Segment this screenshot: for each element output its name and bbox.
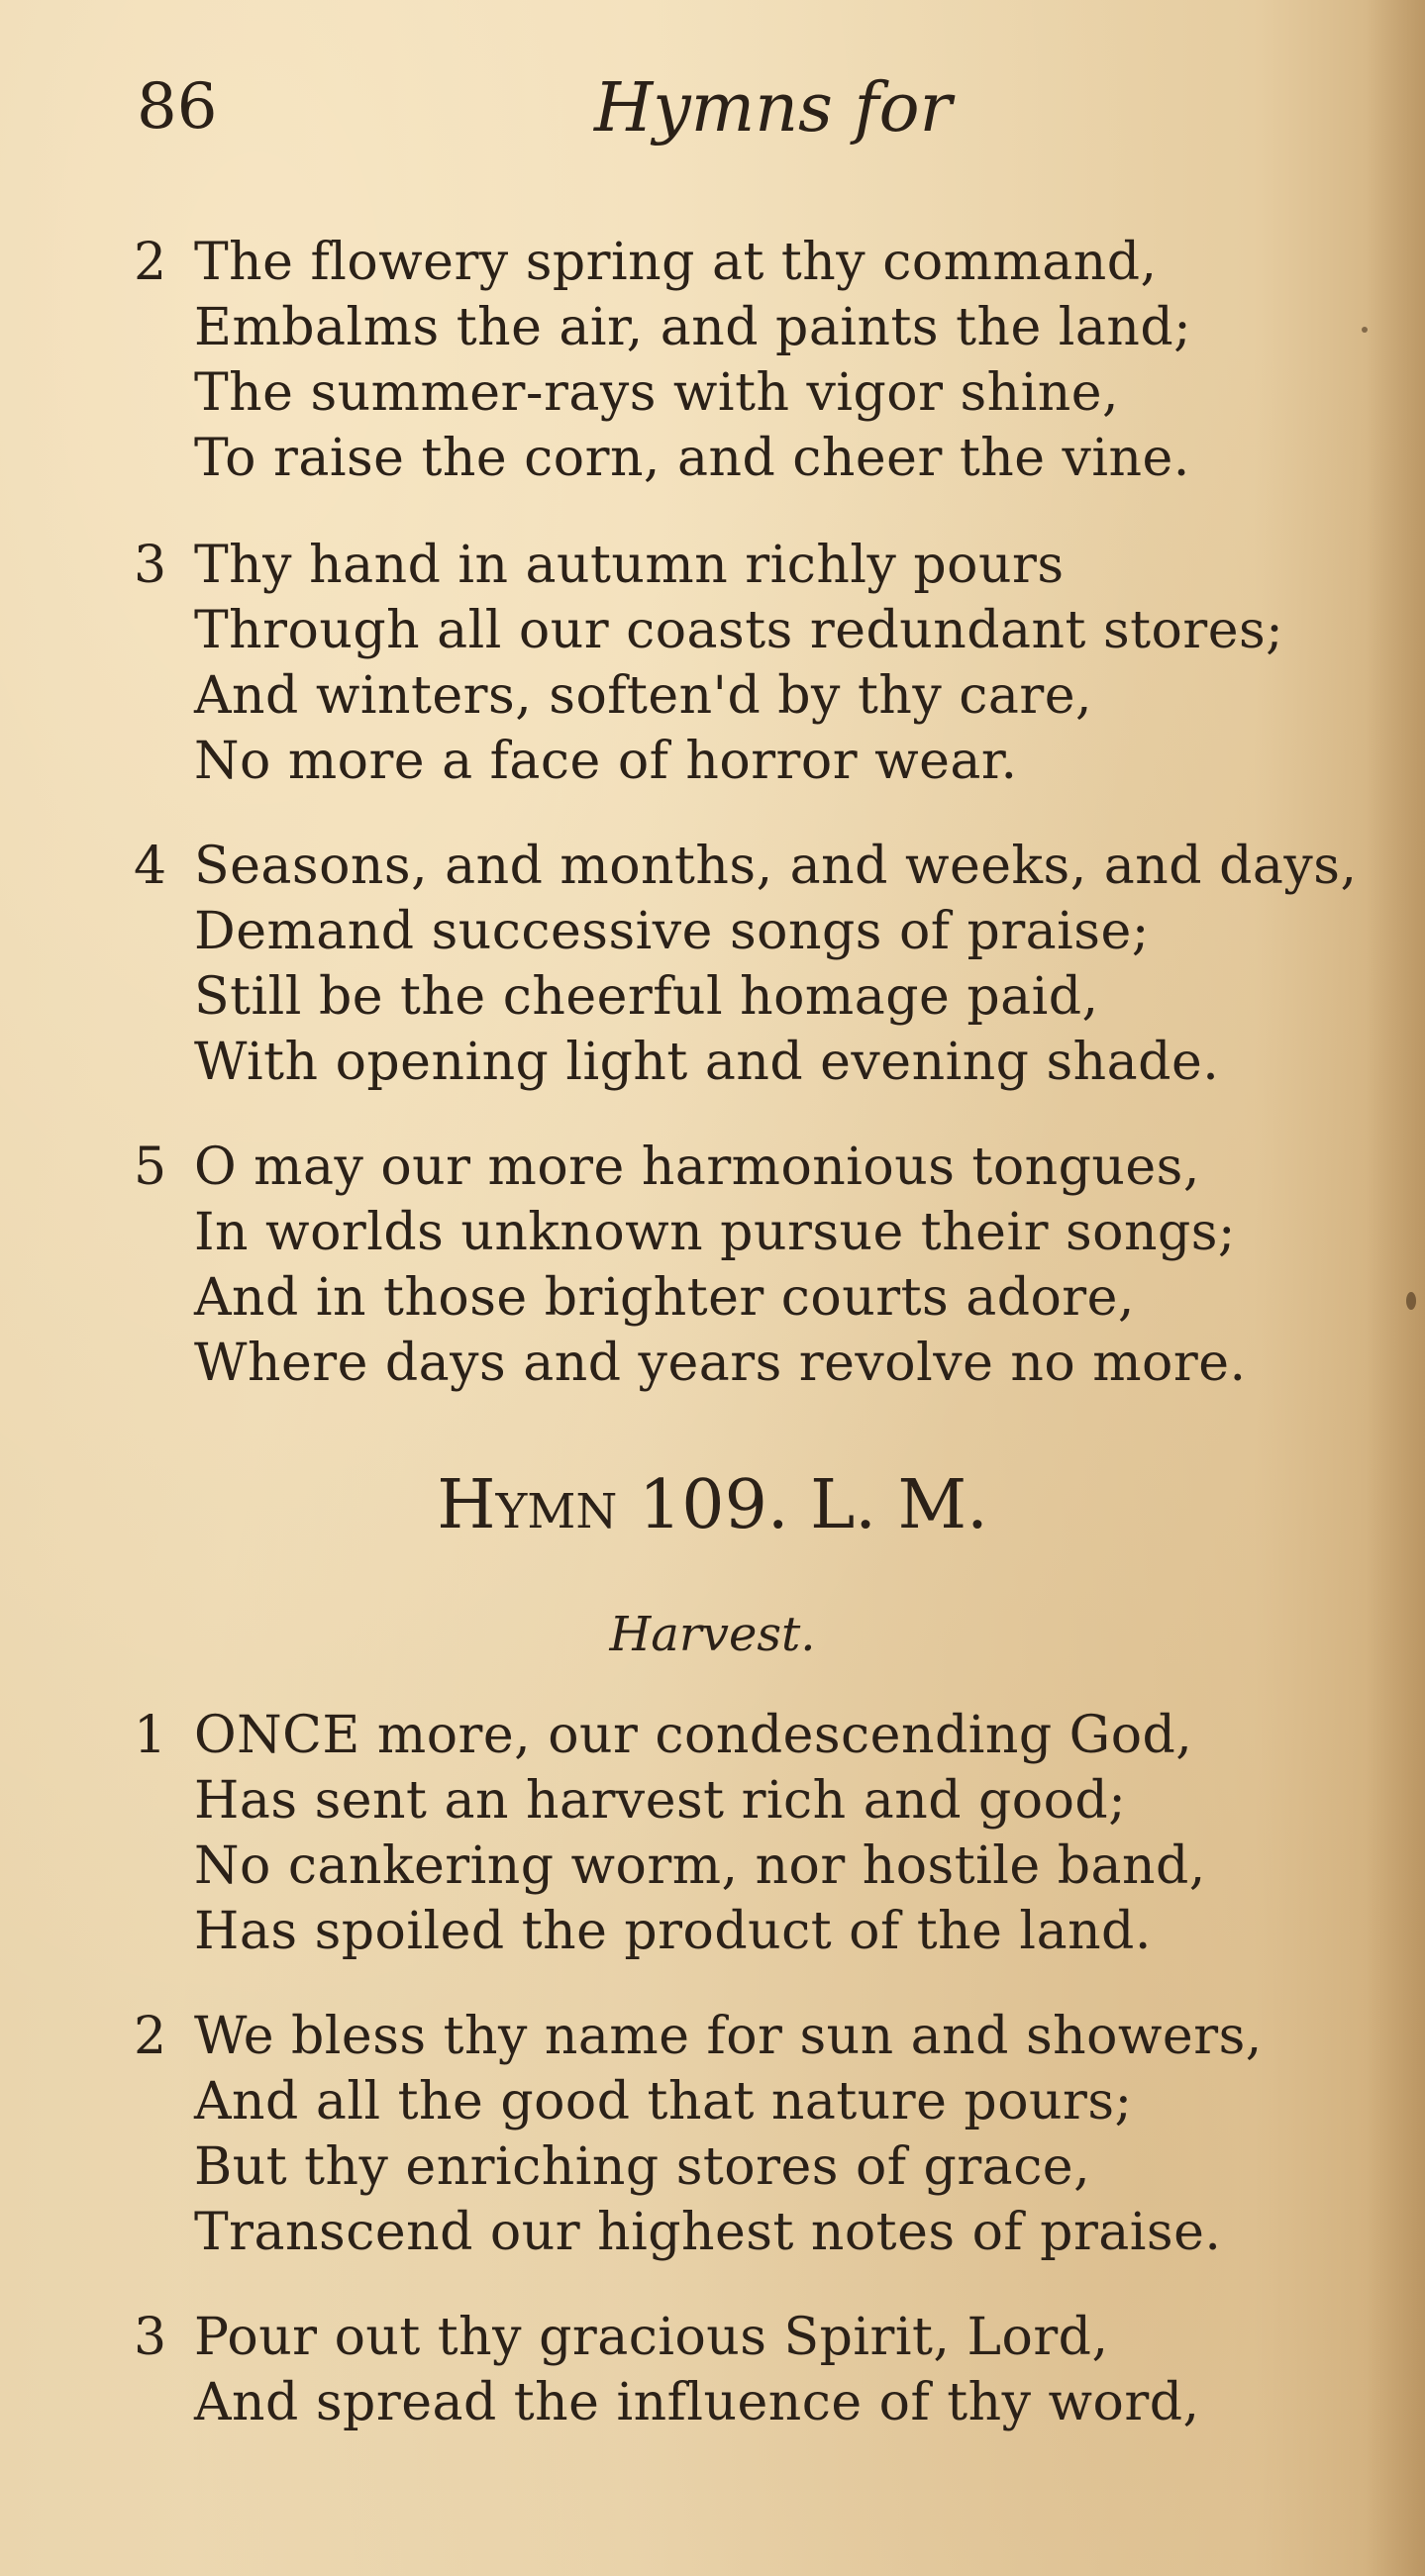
ink-speck: [1362, 327, 1368, 333]
stanza-top-3: [0, 533, 1425, 810]
stanza-bottom-2: [0, 2004, 1425, 2281]
verse-line: With opening light and evening shade.: [194, 1033, 1220, 1092]
verse-line: Still be the cheerful homage paid,: [194, 967, 1099, 1027]
stanza-bottom-1: [0, 1703, 1425, 1980]
stanza-lines: [194, 2004, 1392, 2265]
verse-line: No more a face of horror wear.: [194, 732, 1018, 791]
verse-line: Demand successive songs of praise;: [194, 902, 1150, 961]
verse-line: In worlds unknown pursue their songs;: [194, 1203, 1236, 1262]
stanza-number: 5: [134, 1138, 167, 1197]
stanza-lines: [194, 2305, 1392, 2435]
hymn-title-word: Hymn: [437, 1466, 618, 1544]
verse-line: And winters, soften'd by thy care,: [194, 666, 1093, 726]
stanza-lines: [194, 834, 1392, 1095]
stanza-number: 2: [134, 233, 167, 292]
hymn-title: [0, 1466, 1425, 1544]
verse-line: ONCE more, our condescending God,: [194, 1706, 1193, 1765]
page-header: [0, 67, 1425, 166]
verse-line: Transcend our highest notes of praise.: [194, 2203, 1222, 2262]
verse-line: To raise the corn, and cheer the vine.: [194, 429, 1190, 488]
hymn-subtitle: Harvest.: [609, 1607, 816, 1662]
verse-line: Thy hand in autumn richly pours: [194, 536, 1065, 595]
stanza-top-4: [0, 834, 1425, 1111]
stanza-number: 3: [134, 536, 167, 595]
running-head: Hymns for: [594, 69, 953, 148]
verse-line: And spread the influence of thy word,: [194, 2373, 1200, 2432]
verse-line: O may our more harmonious tongues,: [194, 1138, 1200, 1197]
verse-line: Embalms the air, and paints the land;: [194, 298, 1192, 357]
stanza-top-5: [0, 1135, 1425, 1412]
verse-line: And in those brighter courts adore,: [194, 1268, 1135, 1328]
stanza-lines: [194, 1703, 1392, 1964]
verse-line: Has spoiled the product of the land.: [194, 1902, 1152, 1961]
verse-line: We bless thy name for sun and showers,: [194, 2007, 1263, 2066]
hymn-title-number-meter: 109. L. M.: [639, 1466, 988, 1544]
verse-line: Pour out thy gracious Spirit, Lord,: [194, 2308, 1109, 2367]
stanza-number: 4: [134, 837, 167, 896]
verse-line: The flowery spring at thy command,: [194, 233, 1158, 292]
stanza-lines: [194, 230, 1392, 491]
page-number: 86: [137, 70, 218, 144]
stanza-number: 2: [134, 2007, 167, 2066]
verse-line: And all the good that nature pours;: [194, 2072, 1133, 2131]
stanza-lines: [194, 533, 1392, 794]
stanza-bottom-3: [0, 2305, 1425, 2443]
verse-line: No cankering worm, nor hostile band,: [194, 1836, 1206, 1896]
verse-line: Has sent an harvest rich and good;: [194, 1771, 1127, 1831]
verse-line: The summer-rays with vigor shine,: [194, 363, 1120, 423]
stanza-number: 1: [134, 1706, 167, 1765]
verse-line: Where days and years revolve no more.: [194, 1334, 1247, 1393]
stanza-lines: [194, 1135, 1392, 1396]
verse-line: But thy enriching stores of grace,: [194, 2137, 1091, 2197]
verse-line: Through all our coasts redundant stores;: [194, 601, 1284, 660]
stanza-number: 3: [134, 2308, 167, 2367]
stanza-top-2: [0, 230, 1425, 507]
ink-speck: [1406, 1292, 1416, 1310]
verse-line: Seasons, and months, and weeks, and days,: [194, 837, 1358, 896]
